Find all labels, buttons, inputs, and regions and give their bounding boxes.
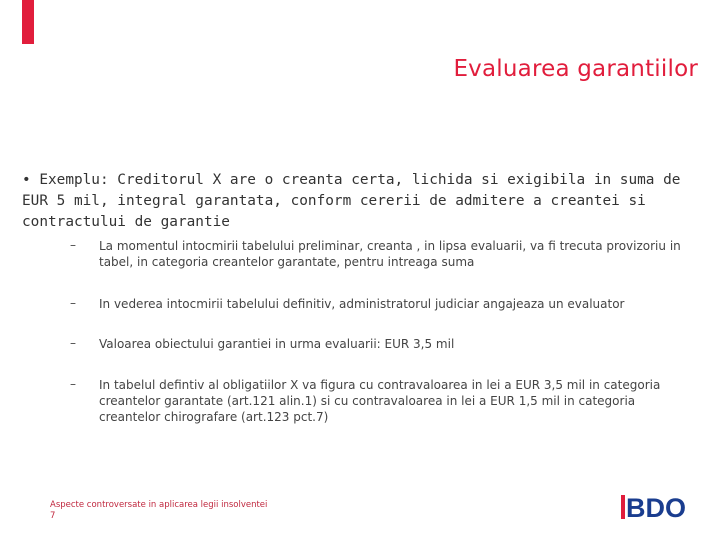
list-item-text: In tabelul defintiv al obligatiilor X va figura cu contravaloarea in lei a EUR 3,5 mil in categoria creantelor garantate (art.121 alin.1) si cu contravaloarea in lei a EUR 1,5 mil in categoria creantelor chirografare (art.123 pct.7): [99, 378, 661, 424]
header-accent-bar: [22, 0, 34, 44]
svg-text:BDO: BDO: [626, 493, 686, 520]
footer: [50, 500, 267, 522]
list-item-text: La momentul intocmirii tabelului preliminar, creanta , in lipsa evaluarii, va fi trecuta provizoriu in tabel, in categoria creantelor garantate, pentru intreaga suma: [99, 239, 681, 269]
intro-paragraph: • Exemplu: Creditorul X are o creanta certa, lichida si exigibila in suma de EUR 5 mil, integral garantata, conform cererii de admitere a creantei si contractului de garantie: [22, 172, 681, 230]
dash-bullet: –: [70, 336, 76, 350]
list-item-text: In vederea intocmirii tabelului definitiv, administratorul judiciar angajeaza un evaluator: [99, 297, 625, 311]
list-item-text: Valoarea obiectului garantiei in urma evaluarii: EUR 3,5 mil: [99, 337, 455, 351]
dash-bullet: –: [70, 296, 76, 310]
page-title: Evaluarea garantiilor: [453, 56, 698, 82]
dash-bullet: –: [70, 238, 76, 252]
bdo-logo: [620, 492, 698, 520]
footer-title: Aspecte controversate in aplicarea legii insolventei: [50, 500, 268, 510]
page-number: 7: [50, 511, 56, 521]
dash-bullet: –: [70, 377, 76, 391]
